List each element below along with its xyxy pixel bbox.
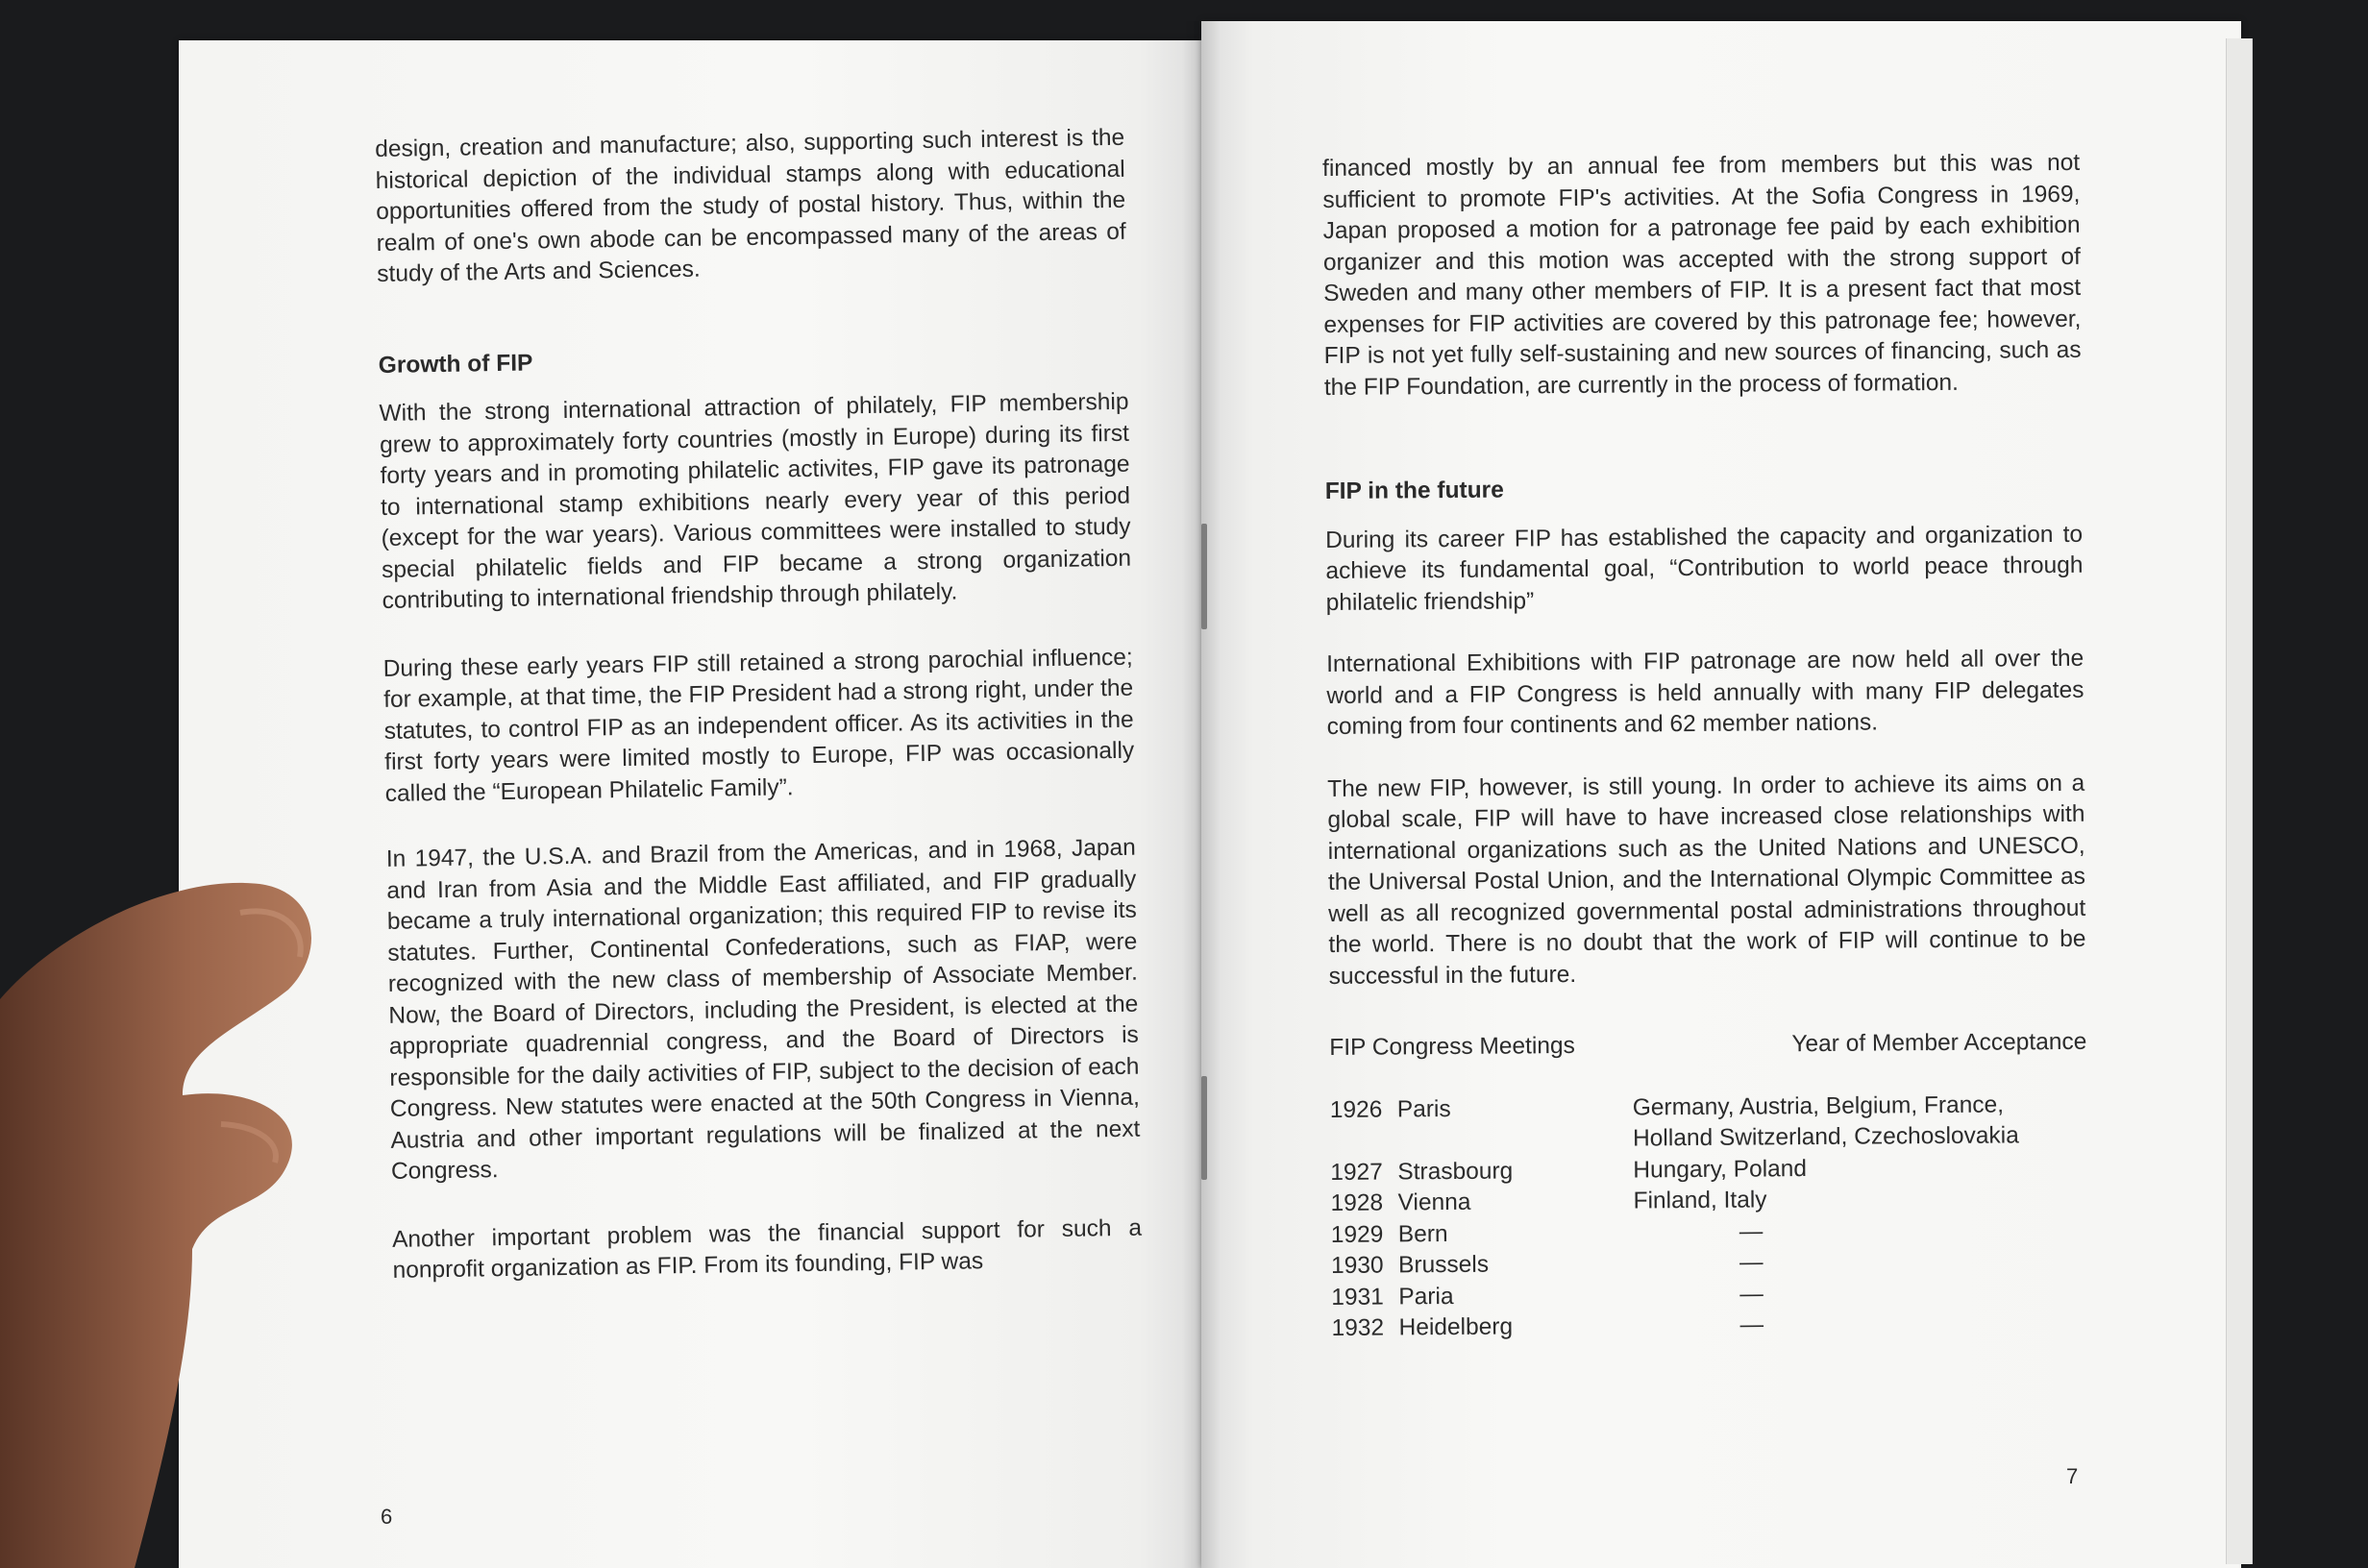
table-row — [1330, 1089, 2087, 1157]
hand-image — [0, 845, 346, 1568]
left-page-text — [375, 123, 1143, 1287]
right-page-text — [1322, 148, 2089, 1345]
heading-fip-in-the-future: FIP in the future — [1324, 477, 1504, 504]
row-year: 1929 — [1330, 1221, 1384, 1248]
heading-growth-of-fip: Growth of FIP — [378, 349, 533, 379]
row-members: — — [1739, 1249, 1764, 1276]
staple-bottom — [1201, 1076, 1207, 1180]
row-year: 1928 — [1330, 1189, 1384, 1216]
row-city: Heidelberg — [1398, 1313, 1514, 1341]
row-city: Bern — [1397, 1220, 1448, 1247]
left-paragraph-5: Another important problem was the financial support for such a nonprofit organization as FIP. From its founding, FIP was — [391, 1214, 1143, 1284]
col-header-member-year: Year of Member Acceptance — [1791, 1028, 2087, 1058]
row-members — [1633, 1089, 2087, 1155]
row-year: 1926 — [1329, 1096, 1383, 1123]
left-paragraph-3: During these early years FIP still retained a strong parochial influence; for example, at that time, the FIP President had a strong right, under the statutes, to control FIP as an independent officer. As its activities in the first forty years were limited mostly to Europe, FIP was occasionally called the “European Philatelic Family”. — [382, 644, 1135, 807]
page-number-left: 6 — [381, 1505, 393, 1529]
row-year: 1932 — [1331, 1314, 1385, 1341]
right-paragraph-1: financed mostly by an annual fee from members but this was not sufficient to promote FIP's activities. At the Sofia Congress in 1969, Japan proposed a motion for a patronage fee paid by each exhibition organizer and this motion was accepted with the strong support of Sweden and many other members of FIP. It is a present fact that most expenses for FIP activities are covered by this patronage fee; however, FIP is not yet fully self-sustaining and new sources of financing, such as the FIP Foundation, are currently in the process of formation. — [1322, 149, 2082, 401]
left-paragraph-4: In 1947, the U.S.A. and Brazil from the Americas, and in 1968, Japan and Iran from Asia and the Middle East affiliated, and FIP gradually became a truly international organization; this required FIP to revise its statutes. Further, Continental Confederations, such as FIAP, were recognized with the new class of membership of Associate Member. Now, the Board of Directors, including the President, is elected at the appropriate quadrennial congress, and the Board of Directors is responsible for the daily activities of FIP, subject to the decision of each Congress. New statutes were enacted at the 50th Congress in Vienna, Austria and other important regulations will be finalized at the next Congress. — [385, 834, 1141, 1185]
right-paragraph-2: During its career FIP has established the capacity and organization to achieve its fundamental goal, “Contribution to world peace through philatelic friendship” — [1325, 521, 2084, 616]
right-paragraph-4: The new FIP, however, is still young. In order to achieve its aims on a global scale, FIP will have to have increased close relationships with international organizations such as the United Nations and UNESCO, the Universal Postal Union, and the International Olympic Committee as well as all recognized governmental postal administrations throughout the world. There is no doubt that the work of FIP will continue to be successful in the future. — [1327, 770, 2086, 990]
page-number-right: 7 — [2066, 1464, 2079, 1488]
page-edge — [2226, 38, 2253, 1564]
congress-table — [1330, 1089, 2089, 1344]
row-year: 1927 — [1330, 1159, 1383, 1186]
row-city: Brussels — [1397, 1251, 1490, 1279]
table-row — [1331, 1308, 2088, 1345]
row-members: Finland, Italy — [1633, 1187, 1767, 1214]
row-city: Paris — [1396, 1095, 1451, 1122]
row-year: 1930 — [1330, 1252, 1384, 1279]
col-header-congress: FIP Congress Meetings — [1329, 1032, 1575, 1061]
row-year: 1931 — [1331, 1284, 1384, 1311]
row-members: Hungary, Poland — [1633, 1155, 1808, 1183]
left-paragraph-1: design, creation and manufacture; also, supporting such interest is the historical depiction of the individual stamps along with educational opportunities offered from the study of postal history. Thus, within the realm of one's own abode can be encompassed many of the areas of study of the Arts and Sciences. — [375, 124, 1126, 287]
congress-table-header — [1329, 1027, 2086, 1065]
row-city: Paria — [1398, 1283, 1454, 1310]
row-members: — — [1739, 1280, 1764, 1308]
right-paragraph-3: International Exhibitions with FIP patronage are now held all over the world and a FIP Congress is held annually with many FIP delegates coming from four continents and 62 member nations. — [1326, 645, 2084, 740]
left-paragraph-2: With the strong international attraction of philately, FIP membership grew to approximately forty countries (mostly in Europe) during its first forty years and in promoting philatelic activites, FIP gave its patronage to international stamp exhibitions nearly every year of this period (except for the war years). Various committees were installed to study special philatelic fields and FIP became a strong organization contributing to international friendship through philately. — [379, 388, 1132, 614]
row-members-line: Holland Switzerland, Czechoslovakia — [1632, 1122, 2019, 1152]
staple-top — [1201, 524, 1207, 629]
row-members-line: Germany, Austria, Belgium, France, — [1632, 1090, 2005, 1120]
row-members: — — [1739, 1311, 1764, 1338]
row-city: Strasbourg — [1397, 1157, 1514, 1185]
row-members: — — [1739, 1217, 1764, 1245]
row-city: Vienna — [1397, 1188, 1471, 1216]
gutter-shadow — [1182, 21, 1221, 1568]
